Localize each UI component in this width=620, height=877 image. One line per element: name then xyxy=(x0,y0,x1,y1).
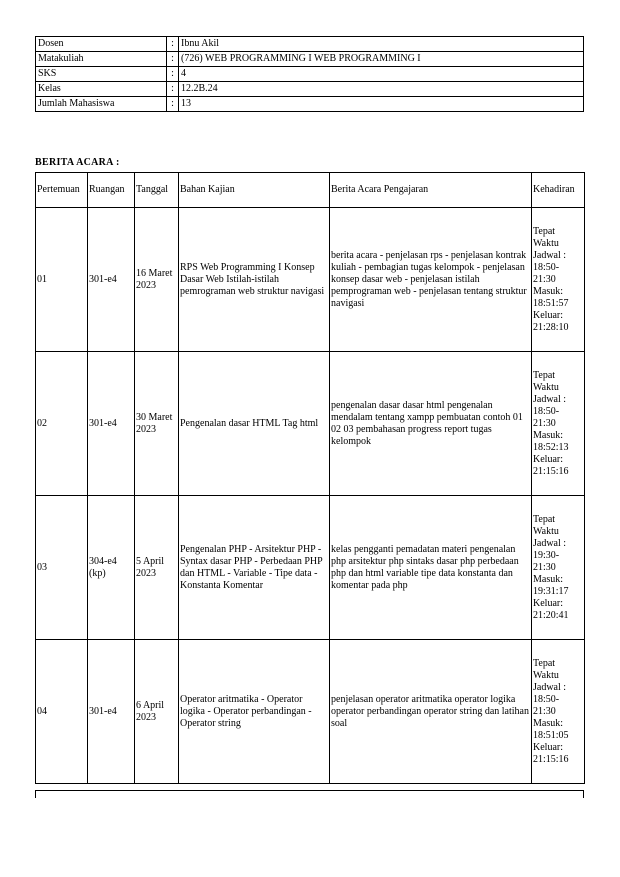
kehadiran-line: 21:30 xyxy=(533,705,556,717)
info-value: 4 xyxy=(179,67,584,82)
kehadiran-line: Tepat xyxy=(533,657,556,669)
kehadiran-line: 18:50- xyxy=(533,261,560,273)
cell-pertemuan: 03 xyxy=(36,496,88,640)
info-value: 12.2B.24 xyxy=(179,82,584,97)
cell-berita-acara: penjelasan operator aritmatika operator logika operator perbandingan operator string dan latihan soal xyxy=(330,640,532,784)
kehadiran-line: 21:30 xyxy=(533,417,556,429)
cell-kehadiran xyxy=(532,496,585,640)
table-row xyxy=(36,352,585,496)
kehadiran-line: Masuk: xyxy=(533,285,563,297)
info-separator: : xyxy=(167,97,179,112)
kehadiran-line: 18:51:57 xyxy=(533,297,569,309)
berita-acara-heading: BERITA ACARA : xyxy=(35,157,120,168)
kehadiran-line: 21:15:16 xyxy=(533,753,569,765)
kehadiran-line: Masuk: xyxy=(533,717,563,729)
kehadiran-line: 21:20:41 xyxy=(533,609,569,621)
cell-pertemuan: 01 xyxy=(36,208,88,352)
table-continuation-left xyxy=(35,790,36,798)
info-separator: : xyxy=(167,67,179,82)
cell-berita-acara: berita acara - penjelasan rps - penjelasan kontrak kuliah - pembagian tugas kelompok - penjelasan konsep dasar web - penjelasan istilah pemprograman web - penjelasan tentang struktur navigasi xyxy=(330,208,532,352)
info-row-jumlah-mahasiswa xyxy=(36,97,584,112)
cell-ruangan: 301-e4 xyxy=(88,208,135,352)
kehadiran-line: Jadwal : xyxy=(533,681,567,693)
cell-bahan-kajian: Operator aritmatika - Operator logika - Operator perbandingan - Operator string xyxy=(179,640,330,784)
cell-kehadiran xyxy=(532,640,585,784)
cell-tanggal: 30 Maret 2023 xyxy=(135,352,179,496)
table-continuation-right xyxy=(583,790,584,798)
kehadiran-line: Jadwal : xyxy=(533,393,567,405)
info-label: Matakuliah xyxy=(36,52,167,67)
column-header: Bahan Kajian xyxy=(179,173,330,208)
kehadiran-line: Jadwal : xyxy=(533,537,567,549)
table-continuation-line xyxy=(35,790,584,791)
course-info-table xyxy=(35,36,584,112)
info-row-dosen xyxy=(36,37,584,52)
column-header: Pertemuan xyxy=(36,173,88,208)
kehadiran-line: 19:30- xyxy=(533,549,560,561)
kehadiran-line: 18:50- xyxy=(533,693,560,705)
info-label: Jumlah Mahasiswa xyxy=(36,97,167,112)
info-row-kelas xyxy=(36,82,584,97)
column-header: Kehadiran xyxy=(532,173,585,208)
kehadiran-line: Keluar: xyxy=(533,309,563,321)
cell-berita-acara: pengenalan dasar dasar html pengenalan mendalam tentang xampp pembuatan contoh 01 02 03 pembahasan progress report tugas kelompok xyxy=(330,352,532,496)
table-row xyxy=(36,640,585,784)
info-separator: : xyxy=(167,82,179,97)
berita-acara-table xyxy=(35,172,585,784)
info-label: Dosen xyxy=(36,37,167,52)
kehadiran-line: Waktu xyxy=(533,525,559,537)
kehadiran-line: Keluar: xyxy=(533,741,563,753)
kehadiran-line: Keluar: xyxy=(533,453,563,465)
cell-tanggal: 6 April 2023 xyxy=(135,640,179,784)
info-label: Kelas xyxy=(36,82,167,97)
kehadiran-line: Masuk: xyxy=(533,573,563,585)
table-row xyxy=(36,208,585,352)
info-separator: : xyxy=(167,52,179,67)
kehadiran-line: Keluar: xyxy=(533,597,563,609)
cell-kehadiran xyxy=(532,352,585,496)
kehadiran-line: Waktu xyxy=(533,669,559,681)
cell-pertemuan: 02 xyxy=(36,352,88,496)
info-value: Ibnu Akil xyxy=(179,37,584,52)
cell-ruangan: 301-e4 xyxy=(88,352,135,496)
info-value: (726) WEB PROGRAMMING I WEB PROGRAMMING I xyxy=(179,52,584,67)
kehadiran-line: Tepat xyxy=(533,513,556,525)
kehadiran-line: 19:31:17 xyxy=(533,585,569,597)
info-separator: : xyxy=(167,37,179,52)
kehadiran-line: 21:30 xyxy=(533,561,556,573)
kehadiran-line: Masuk: xyxy=(533,429,563,441)
kehadiran-line: 21:30 xyxy=(533,273,556,285)
kehadiran-line: 18:52:13 xyxy=(533,441,569,453)
kehadiran-line: Tepat xyxy=(533,225,556,237)
column-header: Tanggal xyxy=(135,173,179,208)
info-row-sks xyxy=(36,67,584,82)
column-header: Ruangan xyxy=(88,173,135,208)
info-value: 13 xyxy=(179,97,584,112)
info-row-matakuliah xyxy=(36,52,584,67)
kehadiran-line: Tepat xyxy=(533,369,556,381)
cell-berita-acara: kelas pengganti pemadatan materi pengenalan php arsitektur php sintaks dasar php perbedaan php dan html variable tipe data konstanta dan komentar pada php xyxy=(330,496,532,640)
info-label: SKS xyxy=(36,67,167,82)
cell-bahan-kajian: Pengenalan PHP - Arsitektur PHP - Syntax dasar PHP - Perbedaan PHP dan HTML - Variable - Tipe data - Konstanta Komentar xyxy=(179,496,330,640)
cell-ruangan: 304-e4 (kp) xyxy=(88,496,135,640)
column-header: Berita Acara Pengajaran xyxy=(330,173,532,208)
kehadiran-line: 21:28:10 xyxy=(533,321,569,333)
table-header-row xyxy=(36,173,585,208)
cell-kehadiran xyxy=(532,208,585,352)
cell-tanggal: 5 April 2023 xyxy=(135,496,179,640)
cell-bahan-kajian: Pengenalan dasar HTML Tag html xyxy=(179,352,330,496)
cell-ruangan: 301-e4 xyxy=(88,640,135,784)
kehadiran-line: Jadwal : xyxy=(533,249,567,261)
cell-bahan-kajian: RPS Web Programming I Konsep Dasar Web Istilah-istilah pemrograman web struktur navigasi xyxy=(179,208,330,352)
kehadiran-line: Waktu xyxy=(533,381,559,393)
kehadiran-line: Waktu xyxy=(533,237,559,249)
kehadiran-line: 18:50- xyxy=(533,405,560,417)
kehadiran-line: 18:51:05 xyxy=(533,729,569,741)
table-row xyxy=(36,496,585,640)
cell-tanggal: 16 Maret 2023 xyxy=(135,208,179,352)
cell-pertemuan: 04 xyxy=(36,640,88,784)
kehadiran-line: 21:15:16 xyxy=(533,465,569,477)
